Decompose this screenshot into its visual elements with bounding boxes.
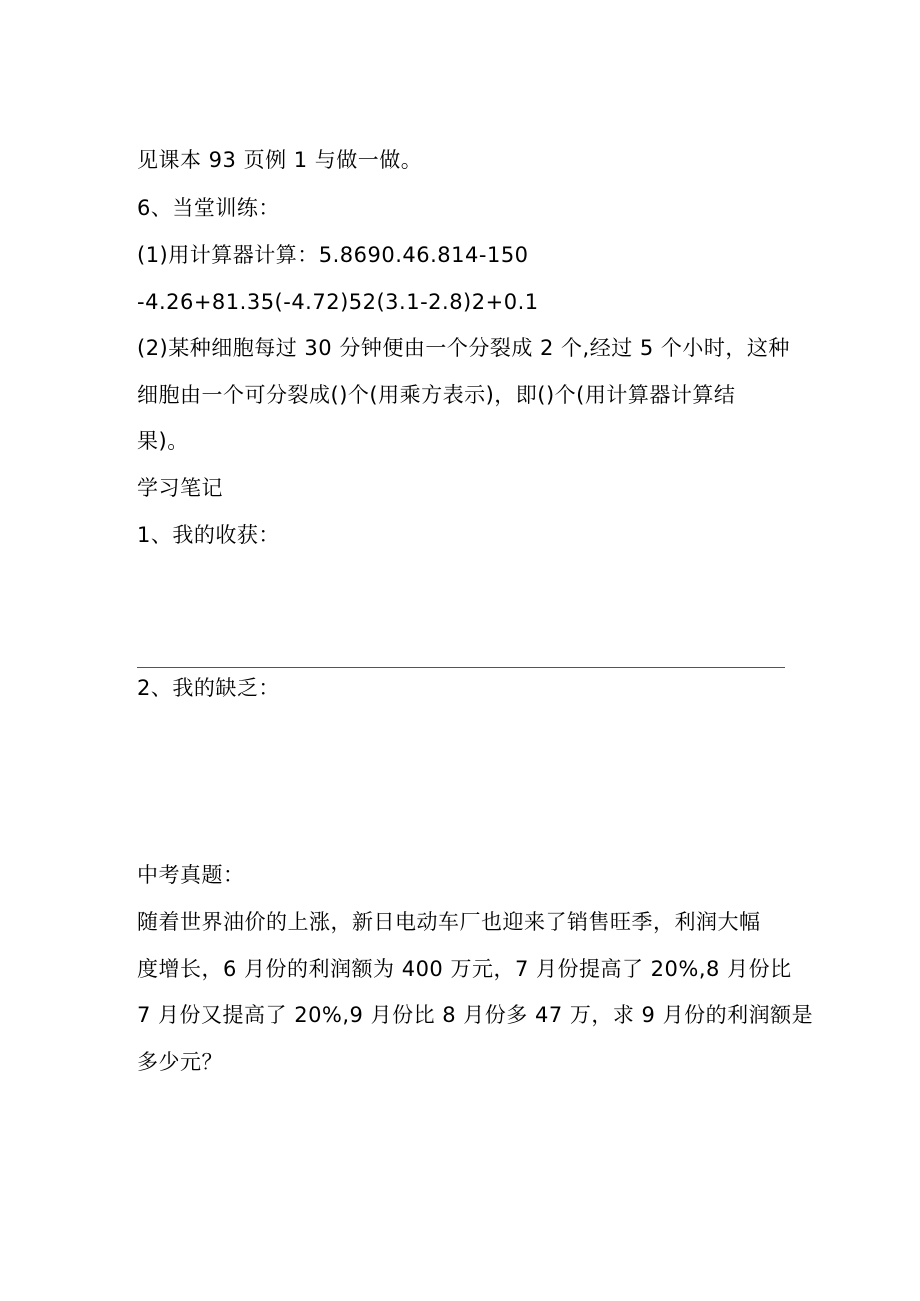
- section-6-heading: 6、当堂训练：: [137, 196, 280, 220]
- exercise-2-line-1: (2)某种细胞每过 30 分钟便由一个分裂成 2 个,经过 5 个小时，这种: [137, 336, 790, 360]
- my-shortcomings-label: 2、我的缺乏：: [137, 676, 280, 700]
- exam-question-line-2: 度增长，6 月份的利润额为 400 万元，7 月份提高了 20%,8 月份比: [137, 957, 792, 981]
- my-gains-label: 1、我的收获：: [137, 523, 280, 547]
- study-notes-heading: 学习笔记: [137, 476, 223, 500]
- divider-line: [137, 667, 785, 668]
- exam-question-line-3: 7 月份又提高了 20%,9 月份比 8 月份多 47 万，求 9 月份的利润额是: [137, 1003, 814, 1027]
- exam-question-line-4: 多少元？: [137, 1050, 223, 1074]
- exam-questions-heading: 中考真题：: [137, 863, 245, 887]
- exercise-2-line-2: 细胞由一个可分裂成()个(用乘方表示)，即()个(用计算器计算结: [137, 383, 736, 407]
- exercise-1-continuation: -4.26+81.35(-4.72)52(3.1-2.8)2+0.1: [137, 290, 539, 314]
- exam-question-line-1: 随着世界油价的上涨，新日电动车厂也迎来了销售旺季，利润大幅: [137, 910, 761, 934]
- exercise-2-line-3: 果)。: [137, 429, 189, 453]
- textbook-reference-line: 见课本 93 页例 1 与做一做。: [137, 148, 423, 172]
- exercise-1-line: (1)用计算器计算：5.8690.46.814-150: [137, 243, 529, 267]
